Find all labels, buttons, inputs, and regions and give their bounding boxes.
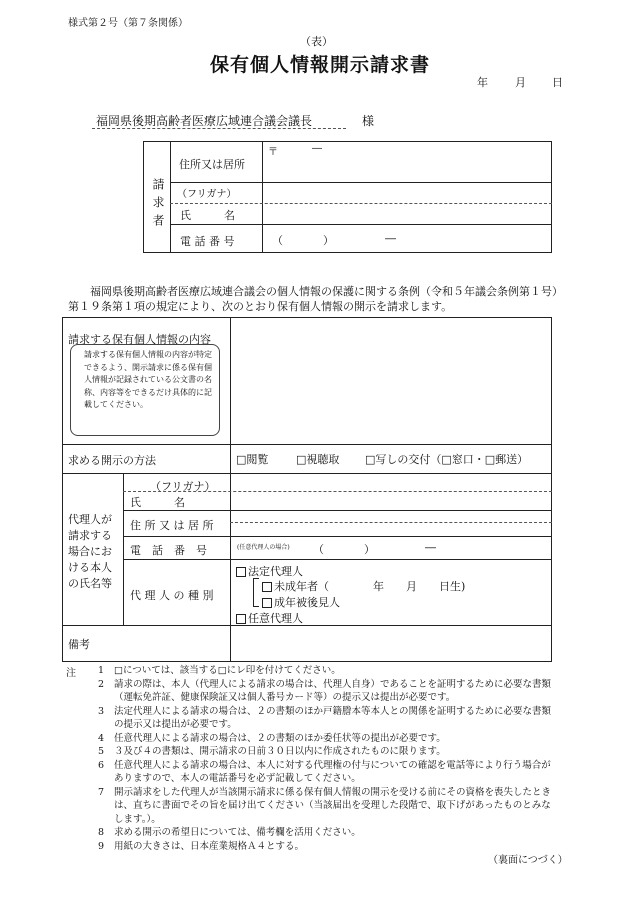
requester-postal-mark: 〒	[268, 147, 278, 158]
note-item: 4 任意代理人による請求の場合は、２の書類のほか委任状等の提出が必要です。	[97, 732, 446, 744]
content-note: 請求する保有個人情報の内容が特定できるよう、開示請求に係る保有個人情報が記録されている公文書の名称、内容等をできるだけ具体的に記載してください。	[84, 350, 212, 409]
agent-type-guardian[interactable]: 成年被後見人	[262, 594, 340, 610]
agent-phone-note: (任意代理人の場合)	[237, 544, 290, 551]
requester-phone-open: （	[272, 234, 283, 247]
note-item: 2 請求の際は、本人（代理人による請求の場合は、代理人自身）であることを証明するために必要な書類（運転免許証、健康保険証又は個人番号カード等）の提示又は提出が必要です。	[97, 678, 552, 703]
checkbox-icon	[236, 614, 246, 624]
agent-phone-open: （	[313, 543, 324, 556]
note-item: 6 任意代理人による請求の場合は、本人に対する代理権の付与についての確認を電話等により行う場合がありますので、本人の電話番号を必ず記載してください。	[97, 759, 551, 784]
addressee: 福岡県後期高齢者医療広域連合議会議長	[96, 114, 313, 128]
method-option-listen[interactable]: □視聴取	[296, 453, 340, 466]
note-item: 9 用紙の大きさは、日本産業規格Ａ４とする。	[97, 840, 305, 852]
requester-postal-dash: ―	[312, 143, 322, 154]
date-year-label: 年	[477, 76, 488, 89]
note-item: 3 法定代理人による請求の場合は、２の書類のほか戸籍謄本等本人との関係を証明するために必要な書類の提示又は提出が必要です。	[97, 705, 552, 730]
checkbox-icon	[262, 582, 272, 592]
requester-phone-close: ）	[323, 234, 334, 247]
requester-address-label: 住所又は居所	[179, 158, 245, 171]
remarks-input-area[interactable]	[232, 627, 550, 660]
form-side-label: （表）	[300, 35, 333, 48]
note-item: 5 ３及び４の書類は、開示請求の日前３０日以内に作成されたものに限ります。	[97, 746, 446, 757]
agent-type-bracket	[253, 578, 259, 607]
addressee-honorific: 様	[362, 114, 375, 128]
agent-name-label: 氏 名	[130, 496, 185, 509]
intro-text: 福岡県後期高齢者医療広域連合議会の個人情報の保護に関する条例（令和５年議会条例第１号）第１９条第１項の規定により、次のとおり保有個人情報の開示を請求します。	[68, 285, 558, 313]
note-item: 8 求める開示の希望日については、備考欄を活用ください。	[97, 827, 361, 838]
requester-group-label: 請求者	[151, 178, 165, 232]
checkbox-icon	[236, 567, 246, 577]
content-input-area[interactable]	[232, 319, 550, 442]
requester-furigana-label: （フリガナ）	[177, 189, 237, 200]
remarks-label: 備考	[68, 638, 90, 651]
date-month-label: 月	[515, 76, 526, 89]
checkbox-icon	[262, 598, 272, 608]
note-item: 7 開示請求をした代理人が当該開示請求に係る保有個人情報の開示を受ける前にその資格を喪失したときは、直ちに書面でその旨を届け出てください（当該届出を受理した段階で、取下げがあったものとみなします。）。	[97, 786, 552, 825]
requester-phone-dash: ―	[385, 232, 396, 245]
agent-type-voluntary[interactable]: 任意代理人	[236, 610, 303, 626]
agent-phone-label: 電 話 番 号	[130, 544, 207, 557]
continued-footer: （裏面につづく）	[488, 855, 568, 866]
content-label: 請求する保有個人情報の内容	[68, 333, 211, 346]
method-option-view[interactable]: □閲覧	[236, 453, 269, 466]
agent-address-label: 住 所 又 は 居 所	[130, 519, 214, 532]
note-item: 1 □については、該当する□にレ印を付けてください。	[97, 665, 341, 676]
method-label: 求める開示の方法	[68, 454, 156, 467]
addressee-underline	[92, 128, 346, 129]
requester-name-label: 氏 名	[180, 209, 235, 222]
agent-group-label: 代理人が請求する場合における本人の氏名等	[68, 513, 112, 590]
agent-type-label: 代 理 人 の 種 別	[130, 589, 214, 602]
date-day-label: 日	[552, 76, 563, 89]
agent-type-minor[interactable]: 未成年者（ 年 月 日生)	[262, 578, 465, 594]
agent-type-legal[interactable]: 法定代理人	[236, 563, 303, 579]
agent-phone-close: ）	[364, 543, 375, 556]
method-option-copy[interactable]: □写しの交付（□窓口・□郵送）	[365, 453, 529, 466]
agent-furigana-label: （フリガナ）	[150, 480, 216, 493]
page-title: 保有個人情報開示請求書	[210, 54, 431, 76]
notes-heading: 注	[66, 668, 76, 679]
form-number: 様式第２号（第７条関係）	[68, 18, 188, 29]
requester-phone-label: 電 話 番 号	[180, 235, 235, 248]
notes-list	[80, 664, 558, 853]
agent-phone-dash: ―	[425, 541, 436, 554]
